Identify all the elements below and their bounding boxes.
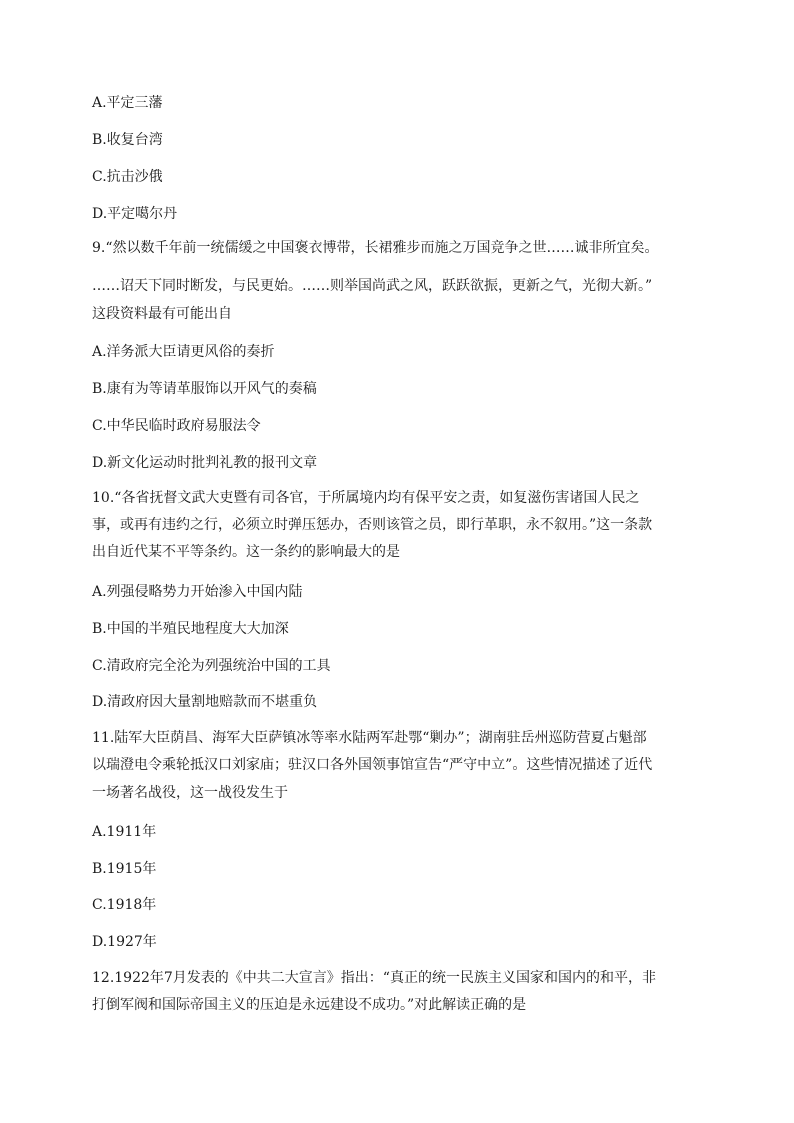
q11-option-a: A.1911年 — [92, 824, 157, 840]
q11-option-d: D.1927年 — [92, 934, 157, 950]
q11-option-b: B.1915年 — [92, 861, 157, 877]
q10-line-1: 10.“各省抚督文武大吏暨有司各官，于所属境内均有保平安之责，如复滋伤害诸国人民之 — [92, 490, 640, 506]
q10-line-2: 事，或再有违约之行，必须立时弹压惩办，否则该管之员，即行革职，永不叙用。”这一条款 — [92, 517, 653, 533]
q10-option-d: D.清政府因大量割地赔款而不堪重负 — [92, 694, 318, 710]
q11-line-1: 11.陆军大臣荫昌、海军大臣萨镇冰等率水陆两军赴鄂“剿办”；湖南驻岳州巡防营夏占魁部 — [92, 730, 647, 746]
q9-option-d: D.新文化运动时批判礼教的报刊文章 — [92, 455, 318, 471]
q10-option-b: B.中国的半殖民地程度大大加深 — [92, 621, 289, 637]
q11-line-2: 以瑞澄电令乘轮抵汉口刘家庙；驻汉口各外国领事馆宣告“严守中立”。这些情况描述了近代 — [92, 757, 653, 773]
q11-option-c: C.1918年 — [92, 897, 157, 913]
q9-option-a: A.洋务派大臣请更风俗的奏折 — [92, 344, 275, 360]
q8-option-a: A.平定三藩 — [92, 95, 163, 111]
q10-line-3: 出自近代某不平等条约。这一条约的影响最大的是 — [92, 544, 400, 560]
q8-option-c: C.抗击沙俄 — [92, 169, 163, 185]
q9-line-2: ……诏天下同时断发，与民更始。……则举国尚武之风，跃跃欲振，更新之气，光彻大新。” — [92, 278, 653, 294]
q11-line-3: 一场著名战役，这一战役发生于 — [92, 785, 288, 801]
q9-line-1: 9.“然以数千年前一统儒缓之中国褒衣博带，长裙雅步而施之万国竞争之世……诚非所宜矣。 — [92, 240, 659, 256]
q10-option-a: A.列强侵略势力开始渗入中国内陆 — [92, 584, 303, 600]
q9-line-3: 这段资料最有可能出自 — [92, 306, 232, 322]
q8-option-d: D.平定噶尔丹 — [92, 206, 178, 222]
q12-line-1: 12.1922年7月发表的《中共二大宣言》指出：“真正的统一民族主义国家和国内的和平，非 — [92, 970, 656, 986]
q9-option-b: B.康有为等请革服饰以开风气的奏稿 — [92, 381, 317, 397]
q10-option-c: C.清政府完全沦为列强统治中国的工具 — [92, 658, 331, 674]
q8-option-b: B.收复台湾 — [92, 132, 163, 148]
q12-line-2: 打倒军阀和国际帝国主义的压迫是永远建设不成功。”对此解读正确的是 — [92, 997, 527, 1013]
q9-option-c: C.中华民临时政府易服法令 — [92, 418, 261, 434]
